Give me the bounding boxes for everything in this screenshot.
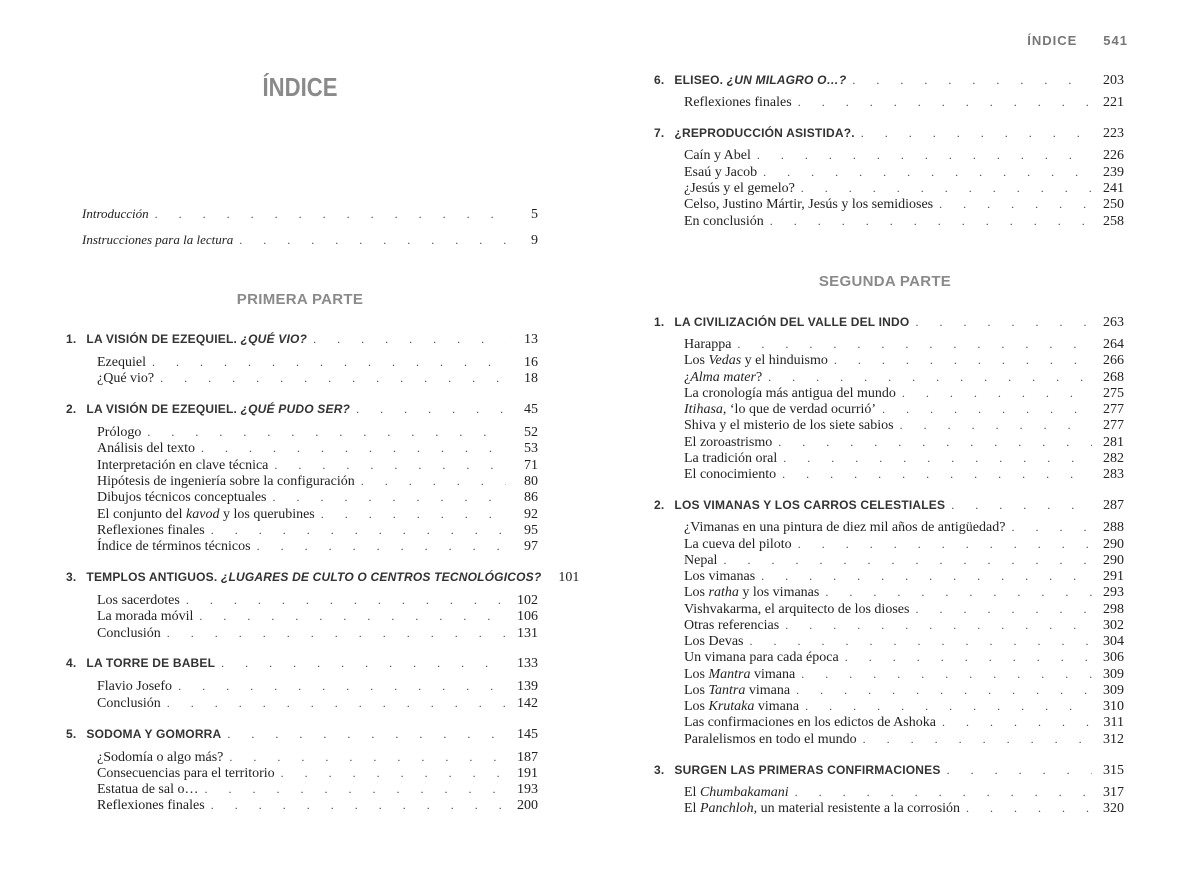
leader-dots: [178, 679, 506, 694]
leader-dots: [861, 126, 1092, 141]
chapter-number: 1.: [66, 332, 77, 346]
page-number: 266: [1103, 353, 1124, 369]
leader-dots: [900, 418, 1092, 433]
chapter-title-text: TEMPLOS ANTIGUOS.: [86, 570, 218, 584]
page-number: 139: [517, 679, 538, 695]
page-number: 304: [1103, 634, 1124, 649]
leader-dots: [947, 763, 1092, 778]
leader-dots: [147, 425, 506, 440]
leader-dots: [221, 656, 506, 671]
section-entry: [684, 785, 1124, 801]
leader-dots: [834, 353, 1092, 368]
section-title: Los Mantra vimana: [684, 667, 801, 683]
section-title: Interpretación en clave técnica: [97, 458, 274, 474]
chapter-number: 2.: [66, 402, 77, 417]
section-title: Reflexiones finales: [684, 95, 798, 111]
leader-dots: [966, 801, 1092, 816]
chapter-title-italic: ¿LUGARES DE CULTO O CENTROS TECNOLÓGICOS?: [220, 570, 542, 584]
page-number: 290: [1103, 552, 1124, 568]
section-title: Las confirmaciones en los edictos de Ashoka: [684, 715, 942, 731]
chapter-entry: [654, 126, 1124, 142]
section-entry: [684, 715, 1124, 731]
chapter-number: 4.: [66, 656, 77, 671]
page-number: 258: [1103, 213, 1124, 229]
leader-dots: [761, 569, 1092, 584]
leader-dots: [763, 165, 1092, 180]
page-number: 187: [517, 749, 538, 765]
page-number: 282: [1103, 450, 1124, 466]
section-title: Harappa: [684, 337, 737, 353]
leader-dots: [1011, 520, 1092, 535]
leader-dots: [204, 782, 506, 797]
chapter-title: [654, 315, 915, 329]
page-number: 239: [1103, 164, 1124, 180]
page-number: 302: [1103, 617, 1124, 633]
page-number: 263: [1103, 315, 1124, 330]
leader-dots: [737, 337, 1092, 352]
page-number: 310: [1103, 699, 1124, 714]
chapter-entry: [654, 763, 1124, 779]
leader-dots: [160, 371, 506, 386]
page-number: 315: [1103, 762, 1124, 778]
section-entry: [684, 634, 1124, 650]
section-entry: [97, 782, 538, 798]
intro-entry: [82, 232, 538, 248]
chapter-number: 6.: [654, 73, 665, 87]
page-number: 86: [524, 490, 538, 506]
part-title-primera: PRIMERA PARTE: [236, 291, 364, 308]
leader-dots: [239, 233, 506, 248]
section-entry: [97, 766, 538, 782]
section-entry: [97, 371, 538, 387]
leader-dots: [199, 609, 506, 624]
section-title: ¿Jesús y el gemelo?: [684, 181, 801, 197]
section-title: ¿Qué vio?: [97, 371, 160, 387]
page-number: 317: [1103, 784, 1124, 800]
section-entry: [97, 523, 538, 539]
leader-dots: [801, 181, 1092, 196]
leader-dots: [852, 73, 1092, 88]
section-title: ¿Sodomía o algo más?: [97, 750, 229, 766]
page-number: 101: [558, 570, 580, 585]
leader-dots: [186, 593, 506, 608]
chapter-entry: [66, 402, 538, 418]
chapter-title: [66, 727, 227, 741]
chapter-number: 3.: [654, 762, 665, 777]
section-entry: [97, 539, 538, 555]
chapter-entry: [66, 727, 538, 743]
page-number: 241: [1103, 180, 1124, 196]
chapter-title: [654, 763, 947, 777]
section-entry: [684, 537, 1124, 553]
section-title: Análisis del texto: [97, 441, 201, 457]
chapter-entry: [654, 315, 1124, 331]
intro-entry: [82, 206, 538, 222]
page-number: 283: [1103, 467, 1124, 482]
section-entry: [97, 474, 538, 490]
page-number: 102: [517, 593, 538, 608]
page-number: 13: [524, 332, 538, 347]
page-number: 52: [524, 425, 538, 441]
page-number: 221: [1103, 95, 1124, 110]
chapter-title: [66, 402, 356, 416]
leader-dots: [778, 435, 1092, 450]
section-entry: [97, 798, 538, 814]
leader-dots: [229, 750, 506, 765]
leader-dots: [801, 667, 1092, 682]
section-entry: [684, 418, 1124, 434]
section-title: Conclusión: [97, 626, 167, 642]
page-number: 142: [517, 695, 538, 711]
section-title: Consecuencias para el territorio: [97, 766, 281, 782]
running-head: [1001, 33, 1128, 48]
chapter-title-text: ¿REPRODUCCIÓN ASISTIDA?.: [674, 126, 855, 141]
section-entry: [684, 732, 1124, 748]
leader-dots: [281, 766, 506, 781]
page-number: 5: [531, 207, 538, 222]
section-title: Hipótesis de ingeniería sobre la configuración: [97, 474, 361, 490]
page-number: 53: [524, 441, 538, 457]
running-head-title: ÍNDICE: [1027, 33, 1078, 48]
section-title: ¿Vimanas en una pintura de diez mil años de antigüedad?: [684, 520, 1011, 536]
leader-dots: [825, 585, 1092, 600]
section-entry: [684, 585, 1124, 601]
leader-dots: [201, 441, 506, 456]
section-title: Otras referencias: [684, 618, 785, 634]
section-title: Celso, Justino Mártir, Jesús y los semidioses: [684, 197, 939, 213]
page-number: 95: [524, 522, 538, 538]
leader-dots: [902, 386, 1092, 401]
page-number: 106: [517, 609, 538, 625]
section-entry: [684, 402, 1124, 418]
section-title: La cronología más antigua del mundo: [684, 386, 902, 402]
page-number: 133: [517, 656, 538, 672]
leader-dots: [313, 332, 506, 347]
page-number: 193: [517, 782, 538, 798]
section-entry: [97, 425, 538, 441]
leader-dots: [211, 523, 506, 538]
page-number: 281: [1103, 434, 1124, 450]
section-title: Caín y Abel: [684, 148, 757, 164]
section-entry: [684, 667, 1124, 683]
section-title: Nepal: [684, 553, 723, 569]
leader-dots: [770, 214, 1092, 229]
leader-dots: [939, 197, 1092, 212]
section-title: Estatua de sal o…: [97, 782, 204, 798]
section-entry: [97, 458, 538, 474]
section-entry: [684, 386, 1124, 402]
page-number: 287: [1103, 498, 1124, 514]
section-entry: [97, 441, 538, 457]
section-title: El Panchloh, un material resistente a la corrosión: [684, 801, 966, 817]
chapter-entry: [654, 73, 1124, 89]
leader-dots: [915, 315, 1092, 330]
page-number: 200: [517, 798, 538, 814]
section-entry: [97, 507, 538, 523]
intro-title: Instrucciones para la lectura: [82, 232, 239, 248]
section-title: Vishvakarma, el arquitecto de los dioses: [684, 602, 915, 618]
chapter-entry: [66, 332, 538, 348]
chapter-number: 2.: [654, 498, 665, 513]
section-title: Conclusión: [97, 696, 167, 712]
section-entry: [684, 467, 1124, 483]
section-entry: [97, 626, 538, 642]
leader-dots: [798, 537, 1092, 552]
section-title: Los Tantra vimana: [684, 683, 796, 699]
chapter-title: [66, 332, 313, 346]
page-number: 298: [1103, 601, 1124, 617]
section-entry: [684, 214, 1124, 230]
page-number: 264: [1103, 337, 1124, 352]
page-number: 293: [1103, 585, 1124, 601]
leader-dots: [882, 402, 1092, 417]
page-number: 291: [1103, 569, 1124, 584]
section-entry: [684, 197, 1124, 213]
page-number: 9: [531, 233, 538, 248]
page-number: 277: [1103, 418, 1124, 434]
leader-dots: [951, 498, 1092, 513]
leader-dots: [167, 626, 506, 641]
chapter-title-italic: ¿QUÉ VIO?: [240, 332, 308, 346]
section-entry: [684, 451, 1124, 467]
page-number: 92: [524, 506, 538, 522]
leader-dots: [805, 699, 1092, 714]
leader-dots: [274, 458, 506, 473]
section-entry: [97, 490, 538, 506]
chapter-number: 3.: [66, 570, 77, 584]
leader-dots: [845, 650, 1092, 665]
section-entry: [97, 696, 538, 712]
page-number: 320: [1103, 801, 1124, 816]
page-number: 45: [524, 402, 538, 418]
section-entry: [684, 95, 1124, 111]
section-title: Índice de términos técnicos: [97, 539, 257, 555]
section-entry: [684, 370, 1124, 386]
page-number: 275: [1103, 385, 1124, 401]
chapter-title-text: ELISEO.: [674, 73, 724, 87]
page-number: 145: [517, 726, 538, 742]
chapter-title-text: LA VISIÓN DE EZEQUIEL.: [86, 332, 238, 346]
section-title: Flavio Josefo: [97, 679, 178, 695]
leader-dots: [795, 785, 1092, 800]
page-number: 268: [1103, 369, 1124, 385]
leader-dots: [783, 451, 1092, 466]
chapter-number: 5.: [66, 726, 77, 741]
page-number: 309: [1103, 682, 1124, 698]
page-number: 306: [1103, 650, 1124, 666]
page-number: 191: [517, 765, 538, 781]
section-title: Ezequiel: [97, 355, 152, 371]
leader-dots: [227, 727, 506, 742]
section-title: Los Devas: [684, 634, 750, 650]
leader-dots: [152, 355, 506, 370]
leader-dots: [723, 553, 1092, 568]
section-title: Los Vedas y el hinduismo: [684, 353, 834, 369]
page-number: 203: [1103, 73, 1124, 88]
section-entry: [684, 353, 1124, 369]
page-number: 80: [524, 474, 538, 489]
leader-dots: [798, 95, 1092, 110]
leader-dots: [757, 148, 1092, 163]
chapter-title-italic: ¿UN MILAGRO O…?: [726, 73, 847, 87]
page-number: 97: [524, 539, 538, 555]
section-title: Itihasa, ‘lo que de verdad ocurrió’: [684, 402, 882, 418]
chapter-entry: [654, 498, 1124, 514]
leader-dots: [942, 715, 1092, 730]
section-title: El zoroastrismo: [684, 435, 778, 451]
running-head-page: 541: [1103, 33, 1128, 48]
right-page: [600, 0, 1200, 890]
section-title: Shiva y el misterio de los siete sabios: [684, 418, 900, 434]
section-entry: [684, 337, 1124, 353]
section-title: Esaú y Jacob: [684, 165, 763, 181]
section-entry: [97, 593, 538, 609]
chapter-title: [66, 570, 547, 584]
section-entry: [684, 520, 1124, 536]
leader-dots: [768, 370, 1092, 385]
chapter-title-text: SURGEN LAS PRIMERAS CONFIRMACIONES: [674, 762, 941, 777]
intro-title: Introducción: [82, 206, 155, 222]
leader-dots: [167, 696, 506, 711]
page-number: 71: [524, 457, 538, 473]
section-entry: [684, 801, 1124, 817]
chapter-title-text: LA CIVILIZACIÓN DEL VALLE DEL INDO: [674, 315, 910, 329]
section-entry: [684, 618, 1124, 634]
section-entry: [684, 650, 1124, 666]
section-title: Los ratha y los vimanas: [684, 585, 825, 601]
section-title: ¿Alma mater?: [684, 370, 768, 386]
leader-dots: [356, 402, 506, 417]
page-number: 277: [1103, 402, 1124, 417]
section-title: Paralelismos en todo el mundo: [684, 732, 863, 748]
section-title: Un vimana para cada época: [684, 650, 845, 666]
section-entry: [97, 355, 538, 371]
section-title: La tradición oral: [684, 451, 783, 467]
section-title: Reflexiones finales: [97, 523, 211, 539]
leader-dots: [750, 634, 1093, 649]
chapter-title: [654, 73, 852, 87]
section-entry: [97, 750, 538, 766]
chapter-title: [66, 656, 221, 670]
section-entry: [97, 679, 538, 695]
chapter-title: [654, 126, 861, 140]
chapter-title-text: LA VISIÓN DE EZEQUIEL.: [86, 402, 238, 417]
section-entry: [684, 148, 1124, 164]
section-entry: [684, 699, 1124, 715]
page-number: 250: [1103, 197, 1124, 213]
page-number: 131: [517, 625, 538, 641]
page-number: 223: [1103, 126, 1124, 142]
section-title: La morada móvil: [97, 609, 199, 625]
section-entry: [684, 569, 1124, 585]
section-title: Los Krutaka vimana: [684, 699, 805, 715]
chapter-entry: [66, 570, 580, 586]
page-number: 226: [1103, 148, 1124, 164]
leader-dots: [361, 474, 506, 489]
section-entry: [97, 609, 538, 625]
section-title: El conjunto del kavod y los querubines: [97, 507, 321, 523]
section-title: Reflexiones finales: [97, 798, 211, 814]
leader-dots: [321, 507, 506, 522]
section-entry: [684, 165, 1124, 181]
section-title: Los sacerdotes: [97, 593, 186, 609]
chapter-number: 1.: [654, 315, 665, 329]
chapter-number: 7.: [654, 126, 665, 141]
chapter-title-italic: ¿QUÉ PUDO SER?: [240, 402, 351, 417]
section-entry: [684, 553, 1124, 569]
page-number: 311: [1103, 715, 1124, 731]
chapter-title-text: SODOMA Y GOMORRA: [86, 726, 222, 741]
section-title: En conclusión: [684, 214, 770, 230]
page-number: 16: [524, 355, 538, 370]
chapter-entry: [66, 656, 538, 672]
section-entry: [684, 602, 1124, 618]
part-title-segunda: SEGUNDA PARTE: [818, 273, 952, 290]
section-title: El Chumbakamani: [684, 785, 795, 801]
page-number: 288: [1103, 520, 1124, 536]
section-title: Dibujos técnicos conceptuales: [97, 490, 273, 506]
page-title: ÍNDICE: [262, 72, 338, 102]
chapter-title-text: LA TORRE DE BABEL: [86, 656, 216, 671]
leader-dots: [211, 798, 506, 813]
section-title: La cueva del piloto: [684, 537, 798, 553]
leader-dots: [863, 732, 1092, 747]
section-entry: [684, 435, 1124, 451]
page-number: 18: [524, 371, 538, 387]
leader-dots: [785, 618, 1092, 633]
section-title: El conocimiento: [684, 467, 782, 483]
leader-dots: [782, 467, 1092, 482]
leader-dots: [155, 207, 506, 222]
section-entry: [684, 683, 1124, 699]
page-number: 312: [1103, 731, 1124, 747]
section-title: Prólogo: [97, 425, 147, 441]
leader-dots: [796, 683, 1092, 698]
chapter-title: [654, 498, 951, 512]
leader-dots: [915, 602, 1092, 617]
section-title: Los vimanas: [684, 569, 761, 585]
chapter-title-text: LOS VIMANAS Y LOS CARROS CELESTIALES: [674, 498, 946, 513]
leader-dots: [273, 490, 506, 505]
section-entry: [684, 181, 1124, 197]
page-number: 290: [1103, 536, 1124, 552]
leader-dots: [257, 539, 506, 554]
page-number: 309: [1103, 666, 1124, 682]
